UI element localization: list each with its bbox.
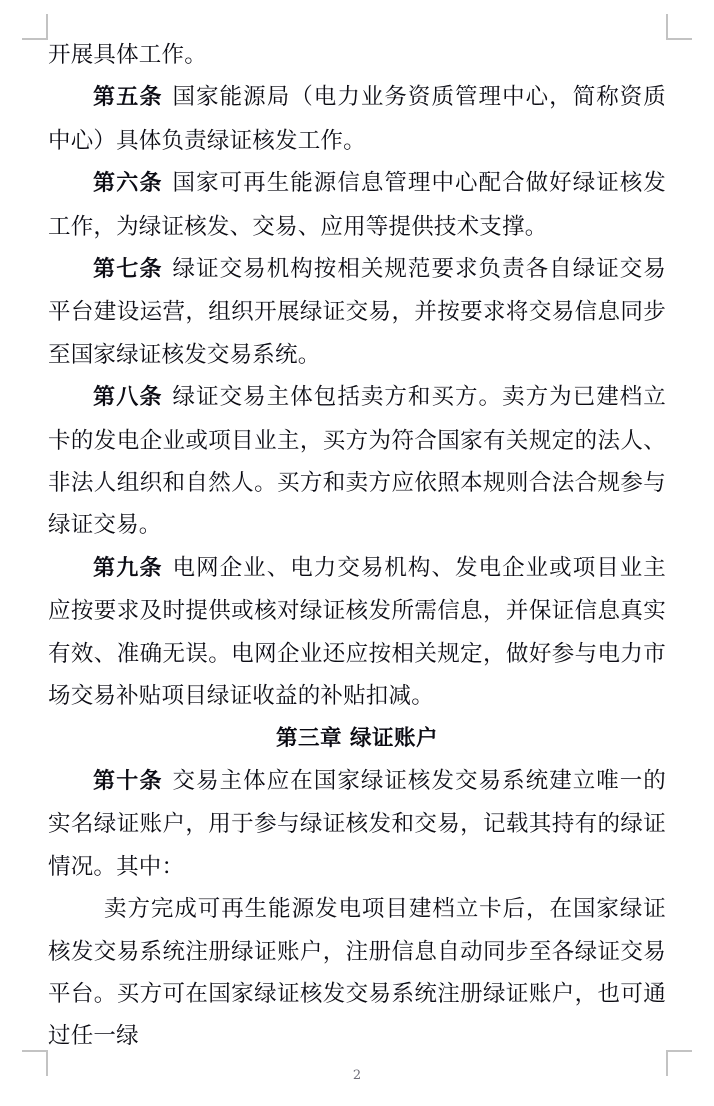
body-paragraph [48, 376, 666, 547]
body-paragraph [48, 547, 666, 718]
body-paragraph [48, 888, 666, 1058]
crop-mark-top-right [666, 14, 692, 40]
crop-mark-horizontal-stroke [22, 38, 48, 40]
article-marker: 第十条 [93, 768, 163, 794]
article-marker: 第七条 [93, 257, 163, 283]
paragraph-text: 绿证交易机构按相关规范要求负责各自绿证交易平台建设运营，组织开展绿证交易，并按要求将交易信息同步至国家绿证核发交易系统。 [48, 256, 667, 368]
document-body [48, 34, 666, 1058]
article-marker: 第八条 [93, 385, 163, 411]
body-paragraph [48, 760, 666, 888]
body-paragraph [48, 162, 666, 248]
paragraph-text: 卖方完成可再生能源发电项目建档立卡后，在国家绿证核发交易系统注册绿证账户，注册信息自动同步至各绿证交易平台。买方可在国家绿证核发交易系统注册绿证账户，也可通过任一绿 [48, 896, 666, 1050]
paragraph-text: 国家可再生能源信息管理中心配合做好绿证核发工作，为绿证核发、交易、应用等提供技术支撑。 [48, 170, 667, 240]
paragraph-text: 国家能源局（电力业务资质管理中心，简称资质中心）具体负责绿证核发工作。 [48, 84, 667, 154]
crop-mark-horizontal-stroke [666, 38, 692, 40]
paragraph-text: 绿证交易主体包括卖方和买方。卖方为已建档立卡的发电企业或项目业主，买方为符合国家有关规定的法人、非法人组织和自然人。买方和卖方应依照本规则合法合规参与绿证交易。 [48, 384, 667, 539]
article-marker: 第六条 [93, 171, 163, 197]
article-marker: 第五条 [93, 85, 163, 111]
page-number: 2 [352, 1068, 362, 1083]
crop-mark-top-left [22, 14, 48, 40]
body-paragraph [48, 34, 666, 76]
body-paragraph [48, 248, 666, 376]
paragraph-text: 交易主体应在国家绿证核发交易系统建立唯一的实名绿证账户，用于参与绿证核发和交易，记载其持有的绿证情况。其中： [48, 767, 667, 880]
paragraph-text: 开展具体工作。 [48, 42, 207, 68]
body-paragraph [48, 76, 666, 162]
crop-mark-vertical-stroke [666, 14, 668, 40]
article-marker: 第九条 [93, 555, 163, 581]
chapter-heading: 第三章 绿证账户 [276, 725, 438, 751]
crop-mark-horizontal-stroke [22, 1050, 48, 1052]
paragraph-text: 电网企业、电力交易机构、发电企业或项目业主应按要求及时提供或核对绿证核发所需信息，并保证信息真实有效、准确无误。电网企业还应按相关规定，做好参与电力市场交易补贴项目绿证收益的补贴扣减。 [48, 554, 667, 710]
crop-mark-horizontal-stroke [666, 1050, 692, 1052]
